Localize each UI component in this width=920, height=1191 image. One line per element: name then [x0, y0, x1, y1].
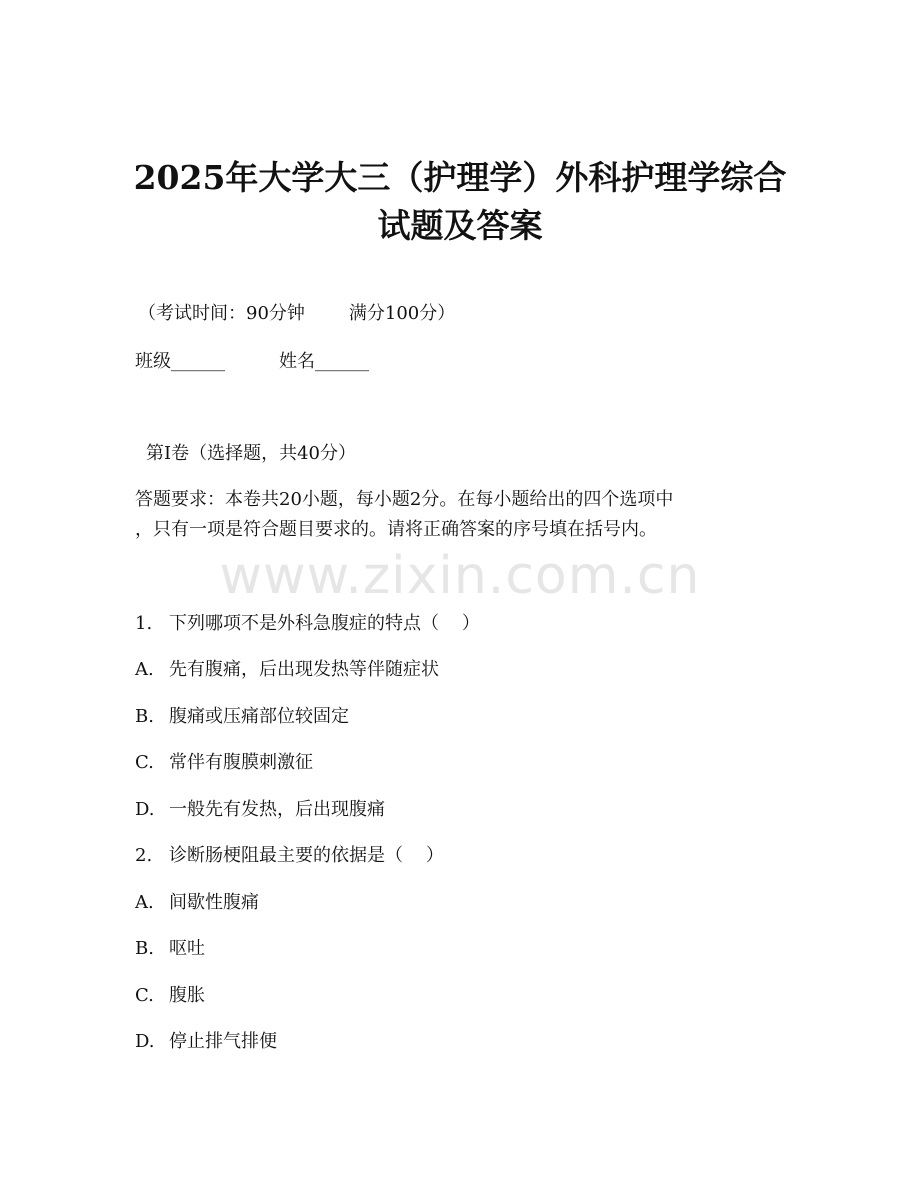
instructions-line-2: ，只有一项是符合题目要求的。请将正确答案的序号填在括号内。 — [135, 519, 657, 540]
section-header: 第I卷（选择题，共40分） — [146, 443, 357, 464]
option-label: A. — [135, 892, 154, 913]
option-label: C. — [135, 752, 154, 773]
watermark-text: www.zixin.com.cn — [219, 546, 701, 606]
question-number: 2. — [135, 845, 153, 866]
option-text: 常伴有腹膜刺激征 — [169, 752, 313, 773]
option-text: 腹痛或压痛部位较固定 — [169, 706, 349, 727]
question-text: 诊断肠梗阻最主要的依据是（ ） — [169, 845, 444, 866]
question-1-option-a — [135, 658, 439, 682]
exam-time: （考试时间：90分钟 — [138, 303, 305, 324]
option-label: D. — [135, 1031, 155, 1052]
option-text: 一般先有发热，后出现腹痛 — [169, 799, 385, 820]
question-1-option-d — [135, 798, 385, 822]
option-label: B. — [135, 938, 154, 959]
name-field: 姓名______ — [279, 351, 369, 372]
question-2 — [135, 844, 444, 868]
document-title-line-1: 2025年大学大三（护理学）外科护理学综合 — [133, 158, 787, 197]
option-text: 先有腹痛，后出现发热等伴随症状 — [169, 659, 439, 680]
document-title-line-2: 试题及答案 — [377, 206, 543, 245]
question-text: 下列哪项不是外科急腹症的特点（ ） — [169, 613, 480, 634]
exam-meta — [138, 302, 455, 326]
question-1-option-b — [135, 705, 349, 729]
instructions-line-1: 答题要求：本卷共20小题，每小题2分。在每小题给出的四个选项中 — [135, 489, 674, 510]
question-2-option-a — [135, 891, 259, 915]
question-1-option-c — [135, 751, 313, 775]
question-number: 1. — [135, 613, 153, 634]
class-field: 班级______ — [135, 351, 225, 372]
question-2-option-d — [135, 1030, 277, 1054]
question-2-option-b — [135, 937, 205, 961]
option-label: D. — [135, 799, 155, 820]
option-label: B. — [135, 706, 154, 727]
option-label: A. — [135, 659, 154, 680]
option-text: 停止排气排便 — [169, 1031, 277, 1052]
option-text: 间歇性腹痛 — [169, 892, 259, 913]
option-text: 呕吐 — [169, 938, 205, 959]
question-1 — [135, 612, 480, 636]
option-label: C. — [135, 985, 154, 1006]
student-fields — [135, 350, 369, 374]
question-2-option-c — [135, 984, 205, 1008]
option-text: 腹胀 — [169, 985, 205, 1006]
full-score: 满分100分） — [348, 303, 456, 324]
